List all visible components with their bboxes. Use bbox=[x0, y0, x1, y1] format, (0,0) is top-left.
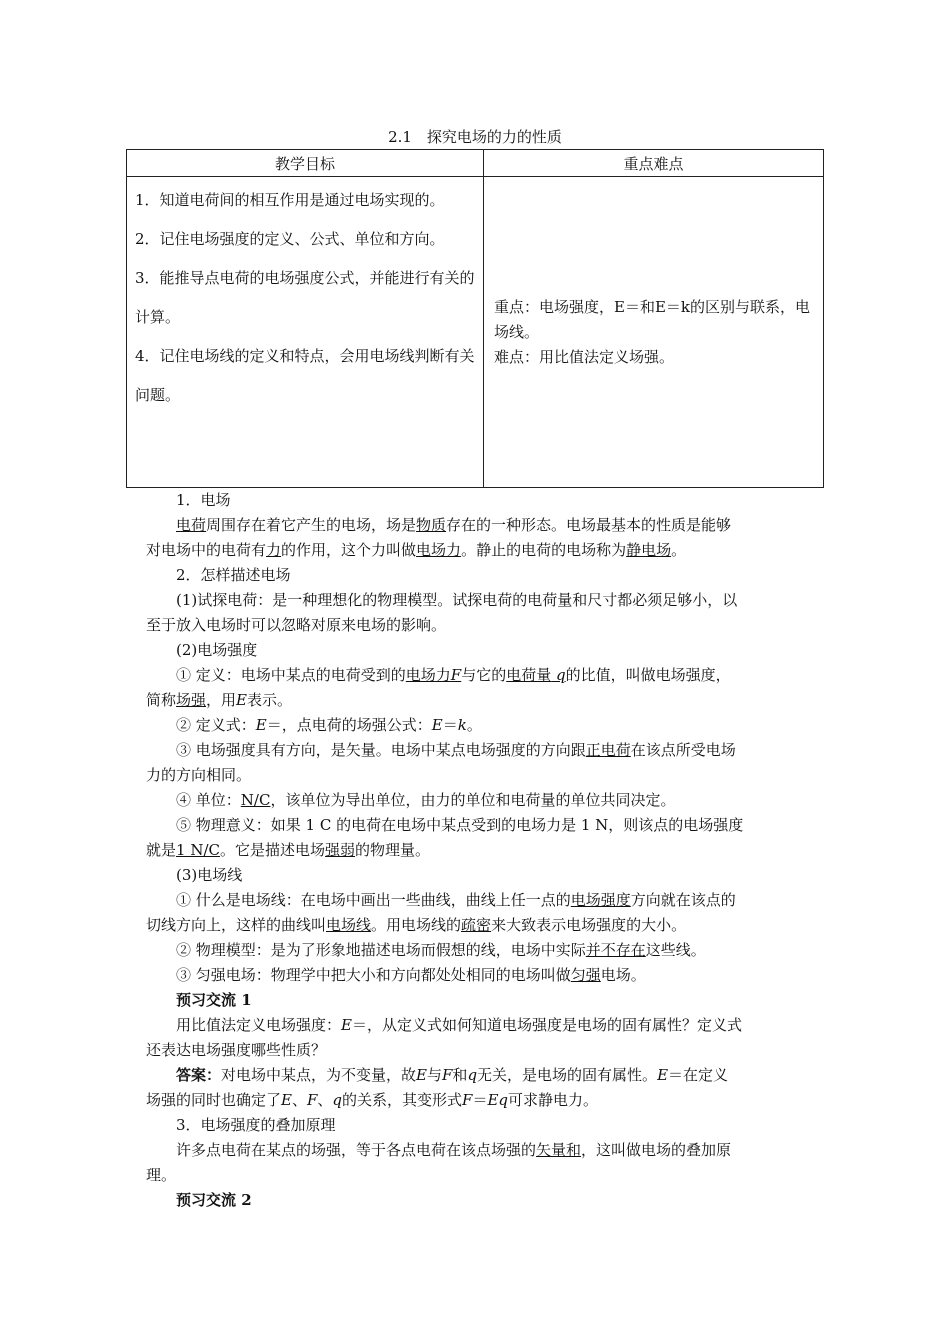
paragraph bbox=[146, 1088, 812, 1113]
text: 就是 bbox=[146, 841, 177, 859]
lesson-body bbox=[146, 488, 812, 1213]
blank-answer: 电荷 bbox=[176, 516, 207, 534]
paragraph bbox=[176, 788, 812, 813]
paragraph bbox=[176, 738, 812, 763]
paragraph bbox=[176, 513, 812, 538]
objectives-table bbox=[126, 149, 824, 488]
text: 的比值，叫做电场强度， bbox=[565, 666, 731, 684]
paragraph: 还表达电场强度哪些性质？ bbox=[146, 1041, 327, 1059]
paragraph bbox=[146, 688, 812, 713]
section-heading: 2．怎样描述电场 bbox=[176, 566, 291, 584]
text: ＝，点电荷的场强公式： bbox=[266, 716, 432, 734]
objectives-cell bbox=[127, 177, 484, 488]
symbol: F bbox=[462, 1091, 473, 1109]
objective-item: 1．知道电荷间的相互作用是通过电场实现的。 bbox=[135, 191, 445, 209]
text: 场强的同时也确定了 bbox=[146, 1091, 282, 1109]
symbol: E bbox=[236, 691, 247, 709]
paragraph bbox=[146, 838, 812, 863]
text: ＝ bbox=[442, 716, 458, 734]
blank-answer bbox=[506, 666, 565, 684]
text: 。用电场线的 bbox=[371, 916, 462, 934]
text: 这些线。 bbox=[645, 941, 706, 959]
text: 在该点所受电场 bbox=[630, 741, 736, 759]
text: 电荷量 bbox=[506, 666, 552, 684]
blank-answer: 匀强 bbox=[570, 966, 601, 984]
exercise-heading: 预习交流 1 bbox=[176, 991, 252, 1009]
blank-answer: 正电荷 bbox=[585, 741, 631, 759]
text: 、 bbox=[317, 1091, 333, 1109]
text: ② 物理模型：是为了形象地描述电场而假想的线，电场中实际 bbox=[176, 941, 586, 959]
text: 、 bbox=[291, 1091, 307, 1109]
text: ，用 bbox=[206, 691, 237, 709]
text: 简称 bbox=[146, 691, 177, 709]
blank-answer: 电场强度 bbox=[570, 891, 631, 909]
symbol: q bbox=[467, 1066, 478, 1084]
text: ＝在定义 bbox=[668, 1066, 729, 1084]
blank-answer: 场强 bbox=[176, 691, 207, 709]
paragraph bbox=[176, 663, 812, 688]
symbol: E bbox=[281, 1091, 292, 1109]
text: 的关系，其变形式 bbox=[342, 1091, 463, 1109]
text: 切线方向上，这样的曲线叫 bbox=[146, 916, 327, 934]
subsection-heading: (3)电场线 bbox=[176, 866, 243, 884]
text: 与 bbox=[426, 1066, 442, 1084]
text: 无关，是电场的固有属性。 bbox=[477, 1066, 658, 1084]
objective-item: 4．记住电场线的定义和特点，会用电场线判断有关问题。 bbox=[135, 347, 475, 404]
paragraph bbox=[176, 1063, 812, 1088]
paragraph bbox=[176, 938, 812, 963]
text: ③ 匀强电场：物理学中把大小和方向都处处相同的电场叫做 bbox=[176, 966, 571, 984]
text: 。 bbox=[671, 541, 687, 559]
symbol: E bbox=[341, 1016, 352, 1034]
paragraph: ⑤ 物理意义：如果 1 C 的电荷在电场中某点受到的电场力是 1 N，则该点的电场强度 bbox=[176, 816, 744, 834]
subsection-heading: (2)电场强度 bbox=[176, 641, 258, 659]
paragraph bbox=[176, 1013, 812, 1038]
text: ，这叫做电场的叠加原 bbox=[581, 1141, 732, 1159]
text: 许多点电荷在某点的场强，等于各点电荷在该点场强的 bbox=[176, 1141, 537, 1159]
blank-answer: 1 N/C bbox=[176, 841, 220, 859]
text: 。静止的电荷的电场称为 bbox=[461, 541, 627, 559]
paragraph bbox=[176, 713, 812, 738]
text: ④ 单位： bbox=[176, 791, 241, 809]
objective-item: 2．记住电场强度的定义、公式、单位和方向。 bbox=[135, 230, 445, 248]
text: 和 bbox=[452, 1066, 468, 1084]
paragraph bbox=[176, 1138, 812, 1163]
text: 表示。 bbox=[247, 691, 293, 709]
symbol: E bbox=[416, 1066, 427, 1084]
blank-answer: 电场力 bbox=[416, 541, 462, 559]
text: 的作用，这个力叫做 bbox=[281, 541, 417, 559]
key-points-header: 重点难点 bbox=[484, 150, 824, 177]
symbol: k bbox=[457, 716, 467, 734]
text: 来大致表示电场强度的大小。 bbox=[491, 916, 687, 934]
page-title: 2.1 探究电场的力的性质 bbox=[388, 128, 562, 146]
text: 存在的一种形态。电场最基本的性质是能够 bbox=[446, 516, 732, 534]
symbol: E bbox=[431, 716, 443, 734]
paragraph: 至于放入电场时可以忽略对原来电场的影响。 bbox=[146, 616, 447, 634]
symbol: q bbox=[332, 1091, 343, 1109]
blank-answer: 力 bbox=[266, 541, 282, 559]
section-heading: 3．电场强度的叠加原理 bbox=[176, 1116, 336, 1134]
paragraph bbox=[176, 963, 812, 988]
blank-answer: 疏密 bbox=[461, 916, 492, 934]
objective-item: 3．能推导点电荷的电场强度公式，并能进行有关的计算。 bbox=[135, 269, 475, 326]
text: 。它是描述电场 bbox=[219, 841, 325, 859]
key-points-cell bbox=[484, 177, 824, 488]
text: 对电场中某点，为不变量，故 bbox=[221, 1066, 417, 1084]
text: ＝，从定义式如何知道电场强度是电场的固有属性？定义式 bbox=[351, 1016, 742, 1034]
key-points: 重点：电场强度，E＝和E＝k的区别与联系，电场线。 bbox=[494, 297, 810, 341]
symbol: F bbox=[442, 1066, 453, 1084]
text: 周围存在着它产生的电场，场是 bbox=[206, 516, 417, 534]
blank-answer: 并不存在 bbox=[585, 941, 646, 959]
text: 对电场中的电荷有 bbox=[146, 541, 267, 559]
text: 与它的 bbox=[461, 666, 507, 684]
paragraph: 理。 bbox=[146, 1166, 177, 1184]
text: ① 什么是电场线：在电场中画出一些曲线，曲线上任一点的 bbox=[176, 891, 571, 909]
text: 的物理量。 bbox=[355, 841, 431, 859]
text: 。 bbox=[466, 716, 482, 734]
exercise-heading: 预习交流 2 bbox=[176, 1191, 252, 1209]
blank-answer bbox=[406, 666, 461, 684]
text: 用比值法定义电场强度： bbox=[176, 1016, 342, 1034]
blank-answer: N/C bbox=[240, 791, 271, 809]
symbol: q bbox=[556, 666, 566, 684]
symbol: F bbox=[450, 666, 462, 684]
symbol: F bbox=[306, 1091, 318, 1109]
blank-answer: 物质 bbox=[416, 516, 447, 534]
text: ② 定义式： bbox=[176, 716, 256, 734]
difficult-points: 难点：用比值法定义场强。 bbox=[494, 347, 675, 366]
paragraph: (1)试探电荷：是一种理想化的物理模型。试探电荷的电荷量和尺寸都必须足够小，以 bbox=[176, 591, 738, 609]
text: ＝ bbox=[472, 1091, 488, 1109]
answer-label: 答案： bbox=[176, 1066, 222, 1084]
blank-answer: 静电场 bbox=[626, 541, 672, 559]
symbol: E bbox=[657, 1066, 669, 1084]
paragraph bbox=[176, 888, 812, 913]
paragraph bbox=[146, 913, 812, 938]
symbol: E bbox=[255, 716, 267, 734]
symbol: Eq bbox=[487, 1091, 509, 1109]
objectives-header: 教学目标 bbox=[127, 150, 484, 177]
blank-answer: 矢量和 bbox=[536, 1141, 582, 1159]
text: 电场力 bbox=[405, 666, 451, 684]
text: ，该单位为导出单位，由力的单位和电荷量的单位共同决定。 bbox=[270, 791, 676, 809]
paragraph bbox=[146, 538, 812, 563]
section-heading: 1．电场 bbox=[176, 491, 231, 509]
text: ③ 电场强度具有方向，是矢量。电场中某点电场强度的方向跟 bbox=[176, 741, 586, 759]
text: 电场。 bbox=[600, 966, 646, 984]
text: ① 定义：电场中某点的电荷受到的 bbox=[176, 666, 406, 684]
paragraph: 力的方向相同。 bbox=[146, 766, 252, 784]
text: 方向就在该点的 bbox=[630, 891, 736, 909]
text: 可求静电力。 bbox=[508, 1091, 599, 1109]
blank-answer: 强弱 bbox=[325, 841, 356, 859]
blank-answer: 电场线 bbox=[326, 916, 372, 934]
